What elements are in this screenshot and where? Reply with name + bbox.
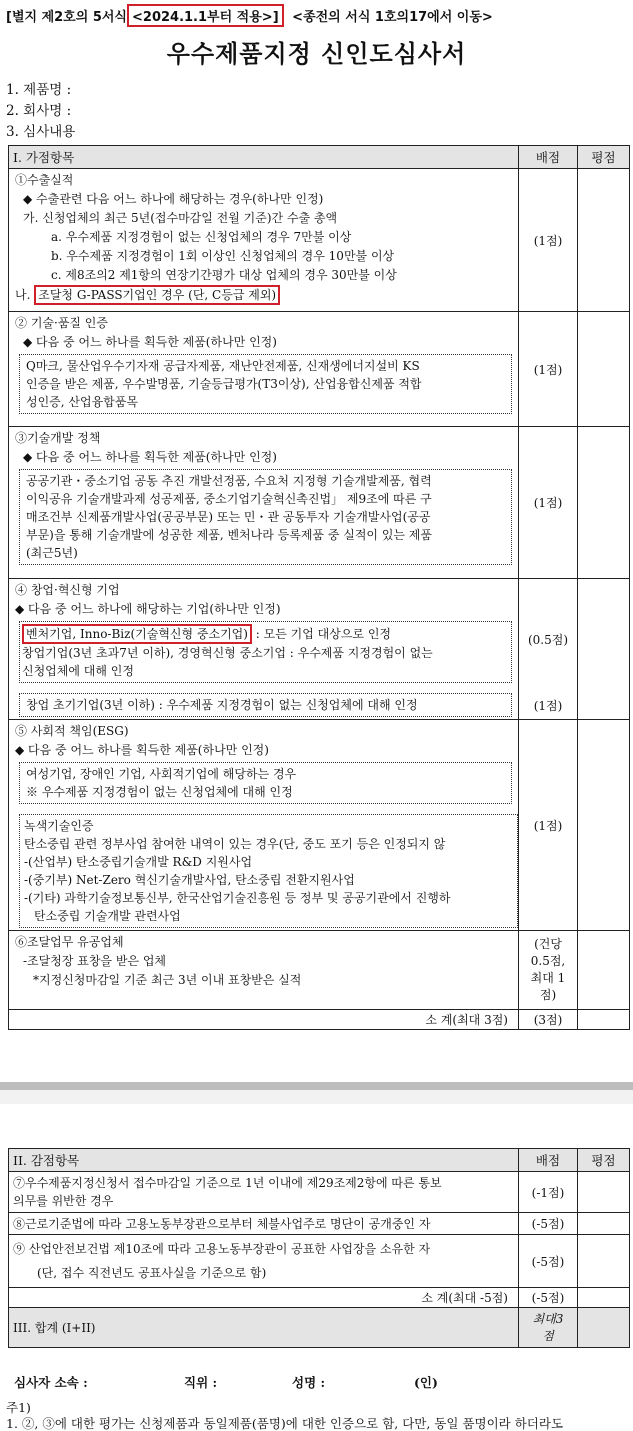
s3-box-line: 공공기관・중소기업 공동 추진 개발선정품, 수요처 지정형 기술개발제품, 협력 bbox=[26, 474, 432, 488]
s6-score-line: 0.5점, bbox=[530, 954, 566, 968]
row-penalty-8 bbox=[9, 1213, 630, 1235]
seal-mark: (인) bbox=[414, 1375, 438, 1390]
s5-score: (1점) bbox=[519, 720, 578, 931]
s1-score: (1점) bbox=[519, 169, 578, 312]
s4-box1-line3: 신청업체에 대해 인정 bbox=[22, 664, 134, 678]
s4-eval-cell[interactable] bbox=[578, 579, 630, 720]
s5-bullet: ◆ 다음 중 어느 하나를 획득한 제품(하나만 인정) bbox=[15, 743, 269, 757]
note-line-1: 1. ②, ③에 대한 평가는 신청제품과 동일제품(품명)에 대한 인증으로 함, 다만, 동일 품명이라 하더라도 bbox=[6, 1416, 564, 1431]
section-esg bbox=[9, 720, 630, 931]
page-divider-light bbox=[0, 1090, 633, 1104]
r7-line: ⑦우수제품지정신청서 접수마감일 기준으로 1년 이내에 제29조제2항에 따른 통보 bbox=[13, 1176, 442, 1190]
penalty-subtotal-row bbox=[9, 1288, 630, 1308]
penalty-table-header bbox=[9, 1149, 630, 1172]
s3-box bbox=[19, 469, 512, 565]
s4-box1-line2: 창업기업(3년 초과7년 이하), 경영혁신형 중소기업 : 우수제품 지정경험이 없는 bbox=[22, 646, 433, 660]
r7-score: (-1점) bbox=[519, 1172, 578, 1213]
page-title: 우수제품지정 신인도심사서 bbox=[166, 40, 467, 68]
s1-title: ①수출실적 bbox=[15, 173, 74, 187]
bonus-subtotal-eval[interactable] bbox=[578, 1010, 630, 1030]
s4-score1: (0.5점) bbox=[527, 633, 569, 647]
s6-score bbox=[519, 931, 578, 1010]
form-header bbox=[6, 4, 631, 28]
total-label: III. 합계 (I+II) bbox=[9, 1308, 519, 1348]
r7-line: 의무를 위반한 경우 bbox=[13, 1194, 114, 1208]
s6-score-line: 최대 1 bbox=[530, 971, 566, 985]
section-startup bbox=[9, 579, 630, 720]
penalty-subtotal-label: 소 계(최대 -5점) bbox=[9, 1288, 519, 1308]
s5-box2-line: -(기타) 과학기술정보통신부, 한국산업기술진흥원 등 정부 및 공공기관에서 진행하 bbox=[24, 891, 451, 905]
total-score-line: 최대3 bbox=[532, 1311, 564, 1326]
s4-box1 bbox=[19, 621, 512, 683]
s1-b: b. 우수제품 지정경험이 1회 이상인 신청업체의 경우 10만불 이상 bbox=[51, 249, 395, 263]
r8-score: (-5점) bbox=[519, 1213, 578, 1235]
section-tech-dev bbox=[9, 427, 630, 579]
total-score bbox=[519, 1308, 578, 1348]
s5-box2-line: -(산업부) 탄소중립기술개발 R&D 지원사업 bbox=[24, 855, 253, 869]
s1-eval-cell[interactable] bbox=[578, 169, 630, 312]
total-eval-cell[interactable] bbox=[578, 1308, 630, 1348]
section-tech-quality bbox=[9, 312, 630, 427]
date-badge: <2024.1.1부터 적용>] bbox=[127, 4, 284, 27]
review-content-label: 3. 심사내용 bbox=[6, 124, 76, 140]
note-head: 주1) bbox=[6, 1400, 31, 1415]
bonus-subtotal-row bbox=[9, 1010, 630, 1030]
s2-box-line: 인증을 받은 제품, 우수발명품, 기술등급평가(T3이상), 산업융합신제품 적합 bbox=[26, 377, 422, 391]
s1-c: c. 제8조의2 제1항의 연장기간평가 대상 업체의 경우 30만불 이상 bbox=[51, 268, 397, 282]
s5-box2-line: 탄소중립 관련 정부사업 참여한 내역이 있는 경우(단, 중도 포기 등은 인정되지 않 bbox=[24, 837, 446, 851]
bonus-table-header bbox=[9, 146, 630, 169]
section-export bbox=[9, 169, 630, 312]
row-penalty-9 bbox=[9, 1235, 630, 1288]
s1-a: a. 우수제품 지정경험이 없는 신청업체의 경우 7만불 이상 bbox=[51, 230, 352, 244]
s5-box2-line: -(중기부) Net-Zero 혁신기술개발사업, 탄소중립 전환지원사업 bbox=[24, 873, 355, 887]
s2-box-line: 성인증, 산업융합품목 bbox=[26, 395, 138, 409]
s5-box2-line: 탄소중립 기술개발 관련사업 bbox=[34, 909, 181, 923]
col-item: II. 감점항목 bbox=[13, 1153, 80, 1168]
s5-title: ⑤ 사회적 책임(ESG) bbox=[15, 724, 129, 738]
s2-title: ② 기술·품질 인증 bbox=[15, 316, 108, 330]
col-eval: 평점 bbox=[578, 146, 630, 169]
moved-note: <종전의 서식 1호의17에서 이동> bbox=[292, 10, 493, 25]
form-label: [별지 제2호의 5서식 bbox=[6, 10, 127, 25]
s4-title: ④ 창업·혁신형 기업 bbox=[15, 583, 120, 597]
s3-box-line: 매조건부 신제품개발사업(공공부문) 또는 민・관 공동투자 기술개발사업(공공 bbox=[26, 510, 431, 524]
reviewer-dept-label: 심사자 소속 : bbox=[14, 1375, 88, 1390]
penalty-subtotal-eval[interactable] bbox=[578, 1288, 630, 1308]
r7-eval-cell[interactable] bbox=[578, 1172, 630, 1213]
s4-box2: 창업 초기기업(3년 이하) : 우수제품 지정경험이 없는 신청업체에 대해 인정 bbox=[19, 693, 512, 717]
page-divider bbox=[0, 1082, 633, 1090]
s5-box1-line: ※ 우수제품 지정경험이 없는 신청업체에 대해 인정 bbox=[26, 785, 293, 799]
s6-title: ⑥조달업무 유공업체 bbox=[15, 935, 124, 949]
r8-text: ⑧근로기준법에 따라 고용노동부장관으로부터 체불사업주로 명단이 공개중인 자 bbox=[9, 1213, 519, 1235]
s3-box-line: 부문)을 통해 기술개발에 성공한 제품, 벤처나라 등록제품 중 실적이 있는 제품 bbox=[26, 528, 432, 542]
total-score-line: 점 bbox=[542, 1328, 554, 1343]
s5-box2 bbox=[19, 814, 518, 928]
r9-line: ⑨ 산업안전보건법 제10조에 따라 고용노동부장관이 공표한 사업장을 소유한 자 bbox=[13, 1242, 431, 1256]
col-score: 배점 bbox=[519, 146, 578, 169]
s2-score: (1점) bbox=[519, 312, 578, 427]
s4-score2: (1점) bbox=[533, 699, 563, 713]
col-item: I. 가점항목 bbox=[13, 150, 75, 165]
penalty-subtotal-score: (-5점) bbox=[519, 1288, 578, 1308]
bonus-subtotal-label: 소 계(최대 3점) bbox=[9, 1010, 519, 1030]
s5-box2-line: 녹색기술인증 bbox=[24, 819, 94, 833]
s5-eval-cell[interactable] bbox=[578, 720, 630, 931]
row-penalty-7 bbox=[9, 1172, 630, 1213]
r9-score: (-5점) bbox=[519, 1235, 578, 1288]
bonus-table bbox=[8, 145, 630, 1030]
total-row bbox=[9, 1308, 630, 1348]
s6-line2: *지정신청마감일 기준 최근 3년 이내 표창받은 실적 bbox=[33, 973, 302, 987]
s6-eval-cell[interactable] bbox=[578, 931, 630, 1010]
col-score: 배점 bbox=[519, 1149, 578, 1172]
bonus-subtotal-score: (3점) bbox=[519, 1010, 578, 1030]
s1-ga: 가. 신청업체의 최근 5년(접수마감일 전월 기준)간 수출 총액 bbox=[23, 211, 338, 225]
s6-score-line: (건당 bbox=[534, 937, 562, 951]
r9-line: (단, 접수 직전년도 공표사실을 기준으로 함) bbox=[37, 1266, 267, 1280]
s2-box-line: Q마크, 물산업우수기자재 공급자제품, 재난안전제품, 신재생에너지설비 KS bbox=[26, 359, 420, 373]
s6-line1: -조달청장 표창을 받은 업체 bbox=[23, 954, 167, 968]
s2-box bbox=[19, 354, 512, 414]
s4-venture-highlight: 벤처기업, Inno-Biz(기술혁신형 중소기업) bbox=[22, 624, 252, 644]
s1-gpass-highlight: 조달청 G-PASS기업인 경우 (단, C등급 제외) bbox=[34, 285, 280, 305]
s3-score: (1점) bbox=[519, 427, 578, 579]
s3-box-line: (최근5년) bbox=[26, 546, 78, 560]
s3-bullet: ◆ 다음 중 어느 하나를 획득한 제품(하나만 인정) bbox=[23, 450, 277, 464]
s4-box1-rest: : 모든 기업 대상으로 인정 bbox=[255, 627, 392, 641]
s2-bullet: ◆ 다음 중 어느 하나를 획득한 제품(하나만 인정) bbox=[23, 335, 277, 349]
s5-box1 bbox=[19, 762, 512, 804]
s3-title: ③기술개발 정책 bbox=[15, 431, 101, 445]
company-name-label: 2. 회사명 : bbox=[6, 103, 72, 119]
s3-eval-cell[interactable] bbox=[578, 427, 630, 579]
col-eval: 평점 bbox=[578, 1149, 630, 1172]
reviewer-name-label: 성명 : bbox=[292, 1375, 326, 1390]
s5-box1-line: 여성기업, 장애인 기업, 사회적기업에 해당하는 경우 bbox=[26, 767, 297, 781]
s6-score-line: 점) bbox=[539, 988, 557, 1002]
s1-na: 나. bbox=[15, 288, 35, 302]
penalty-table bbox=[8, 1148, 630, 1348]
r8-eval-cell[interactable] bbox=[578, 1213, 630, 1235]
section-merit bbox=[9, 931, 630, 1010]
s1-bullet: ◆ 수출관련 다음 어느 하나에 해당하는 경우(하나만 인정) bbox=[23, 192, 324, 206]
reviewer-position-label: 직위 : bbox=[184, 1375, 218, 1390]
s3-box-line: 이익공유 기술개발과제 성공제품, 중소기업기술혁신촉진법」 제9조에 따른 구 bbox=[26, 492, 432, 506]
s2-eval-cell[interactable] bbox=[578, 312, 630, 427]
r9-eval-cell[interactable] bbox=[578, 1235, 630, 1288]
product-name-label: 1. 제품명 : bbox=[6, 82, 72, 98]
s4-bullet: ◆ 다음 중 어느 하나에 해당하는 기업(하나만 인정) bbox=[15, 602, 281, 616]
